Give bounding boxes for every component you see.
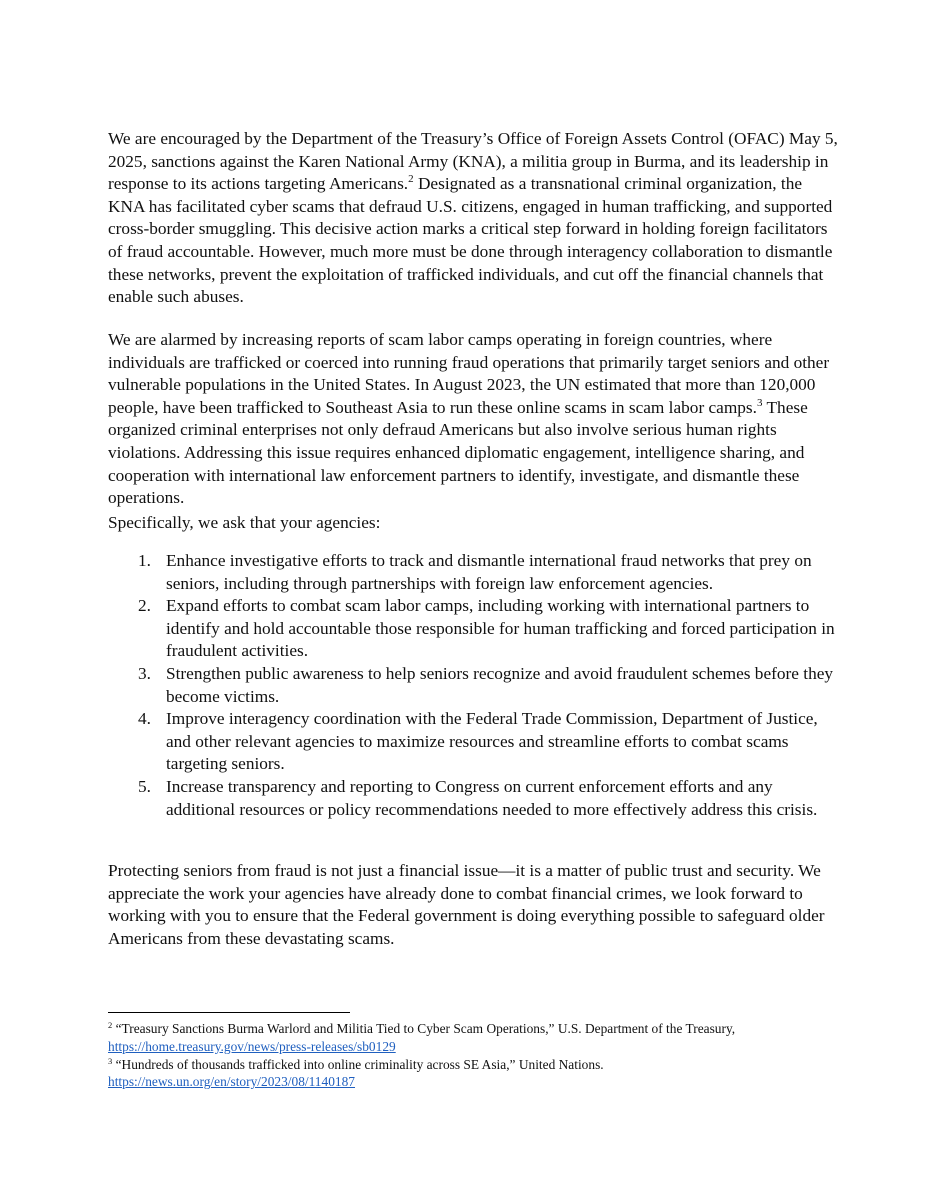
- list-number: 1.: [138, 551, 151, 570]
- footnote-3: [108, 1056, 838, 1092]
- footnote-divider: [108, 1012, 350, 1013]
- list-item-text: Enhance investigative efforts to track and dismantle international fraud networks that prey on seniors, including through partnerships with foreign law enforcement agencies.: [166, 551, 812, 593]
- paragraph-closing: Protecting seniors from fraud is not just a financial issue—it is a matter of public trust and security. We appreciate the work your agencies have already done to combat financial crimes, we look forward to working with you to ensure that the Federal government is doing everything possible to safeguard older Americans from these devastating scams.: [108, 861, 825, 948]
- list-item-text: Expand efforts to combat scam labor camps, including working with international partners to identify and hold accountable those responsible for human trafficking and forced participation in fraudulent activities.: [166, 596, 835, 661]
- footnote-ref-2[interactable]: 2: [408, 173, 414, 186]
- list-number: 3.: [138, 664, 151, 683]
- footnote-link-un-news[interactable]: https://news.un.org/en/story/2023/08/1140187: [108, 1074, 355, 1090]
- footnote-text: “Treasury Sanctions Burma Warlord and Militia Tied to Cyber Scam Operations,” U.S. Department of the Treasury,: [112, 1021, 736, 1036]
- footnote-link-treasury[interactable]: https://home.treasury.gov/news/press-releases/sb0129: [108, 1038, 396, 1054]
- list-number: 2.: [138, 596, 151, 615]
- list-item-text: Strengthen public awareness to help seniors recognize and avoid fraudulent schemes before they become victims.: [166, 664, 834, 706]
- footnotes: [108, 1020, 838, 1091]
- footnote-marker: 2: [108, 1020, 113, 1030]
- list-item: [108, 708, 838, 776]
- footnote-2: [108, 1020, 838, 1056]
- list-number: 5.: [138, 777, 151, 796]
- paragraph-text: Designated as a transnational criminal organization, the KNA has facilitated cyber scams that defraud U.S. citizens, engaged in human trafficking, and supported cross-border smuggling. This decisive action marks a critical step forward in holding foreign facilitators of fraud accountable. However, much more must be done through interagency collaboration to dismantle these networks, prevent the exploitation of trafficked individuals, and cut off the financial channels that enable such abuses.: [108, 174, 833, 307]
- paragraph-text: We are encouraged by the Department of the Treasury’s Office of Foreign Assets Control (OFAC) May 5, 2025, sanctions against the Karen National Army (KNA), a militia group in Burma, and its leadership in response to its actions targeting Americans.: [108, 129, 838, 194]
- list-item-text: Increase transparency and reporting to Congress on current enforcement efforts and any additional resources or policy recommendations needed to more effectively address this crisis.: [166, 777, 818, 819]
- footnote-ref-3[interactable]: 3: [756, 396, 763, 409]
- paragraph-scam-labor-camps: [108, 329, 838, 510]
- list-item: [108, 663, 838, 708]
- list-item: [108, 550, 838, 595]
- list-item: [108, 776, 838, 821]
- list-item-text: Improve interagency coordination with the Federal Trade Commission, Department of Justice, and other relevant agencies to maximize resources and streamline efforts to combat scams targeting seniors.: [166, 709, 818, 774]
- paragraph-text: These organized criminal enterprises not only defraud Americans but also involve serious human rights violations. Addressing this issue requires enhanced diplomatic engagement, intelligence sharing, and cooperation with international law enforcement partners to identify, investigate, and dismantle these operations.: [108, 397, 808, 508]
- paragraph-ofac-sanctions: [108, 128, 838, 309]
- paragraph-text: We are alarmed by increasing reports of scam labor camps operating in foreign countries, where individuals are trafficked or coerced into running fraud operations that primarily target seniors and other vulnerable populations in the United States. In August 2023, the UN estimated that more than 120,000 people, have been trafficked to Southeast Asia to run these online scams in scam labor camps.: [108, 330, 830, 417]
- list-number: 4.: [138, 709, 151, 728]
- footnote-text: “Hundreds of thousands trafficked into online criminality across SE Asia,” United Nations.: [112, 1056, 604, 1072]
- paragraph-request-intro: Specifically, we ask that your agencies:: [108, 513, 381, 532]
- list-item: [108, 595, 838, 663]
- footnote-marker: 3: [108, 1055, 113, 1066]
